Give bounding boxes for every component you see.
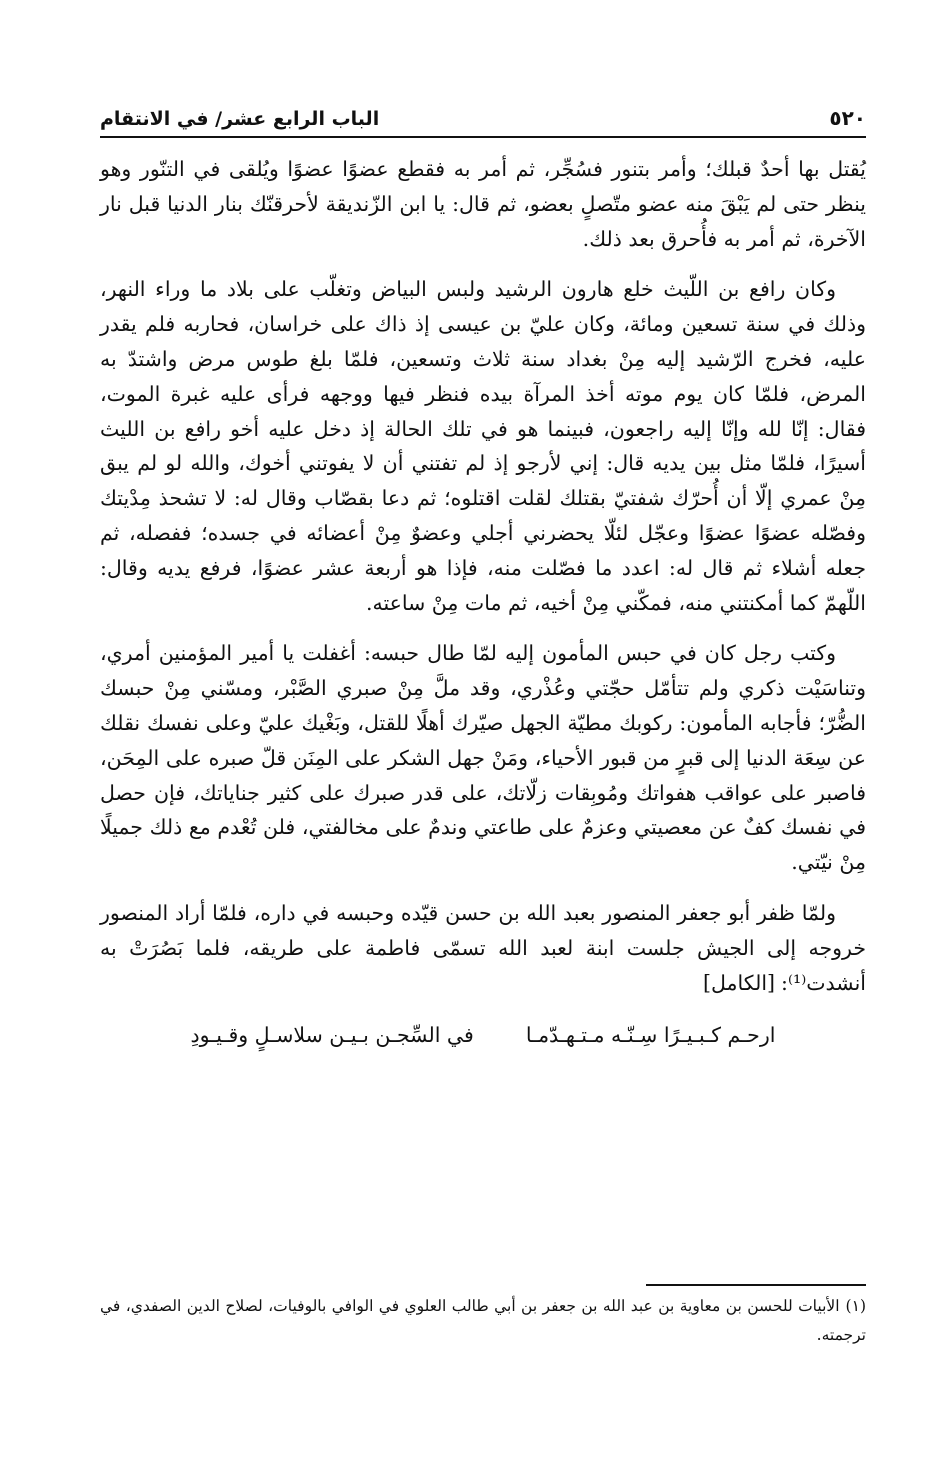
- book-page: [100, 92, 866, 1462]
- verse-second-hemistich: في السِّجـن بـيـن سلاسـلٍ وقـيـودِ: [190, 1023, 474, 1048]
- running-title: الباب الرابع عشر/ في الانتقام: [100, 108, 380, 130]
- paragraph-rafi-ibn-al-layth: وكان رافع بن اللّيث خلع هارون الرشيد ولبس البياض وتغلّب على بلاد ما وراء النهر، وذلك في سنة تسعين ومائة، وكان عليّ بن عيسى إذ ذاك على خراسان، فحاربه فلم يقدر عليه، فخرج الرّشيد إليه مِنْ بغداد سنة ثلاث وتسعين، فلمّا بلغ طوس مرض واشتدّ به المرض، فلمّا كان يوم موته أخذ المرآة بيده فنظر فيها ووجهه فرأى عليه غبرة الموت، فقال: إنّا لله وإنّا إليه راجعون، فبينما هو في تلك الحالة إذ دخل عليه أخو رافع بن الليث أسيرًا، فلمّا مثل بين يديه قال: إني لأرجو إذ لم تفتني أن لا يفوتني أخوك، والله لو لم يبق مِنْ عمري إلّا أن أُحرّك شفتيّ بقتلك لقلت اقتلوه؛ ثم دعا بقصّاب وقال له: لا تشحذ مِدْيتك وفصّله عضوًا عضوًا وعجّل لئلّا يحضرني أجلي وعضوٌ مِنْ أعضائه في جسده؛ ففصله، ثم جعله أشلاء ثم قال له: اعدد ما فصّلت منه، فإذا هو أربعة عشر عضوًا، فرفع يديه وقال: اللّهمّ كما أمكنتني منه، فمكّني مِنْ أخيه، ثم مات مِنْ ساعته.: [100, 277, 866, 615]
- main-text: [100, 152, 866, 1000]
- poem-meter: [الكامل]: [703, 970, 776, 995]
- footnotes: [100, 1292, 866, 1350]
- footnote-item: [100, 1292, 866, 1350]
- paragraph-mamun-prisoner: وكتب رجل كان في حبس المأمون إليه لمّا طال حبسه: أغفلت يا أمير المؤمنين أمري، وتناسَيْت ذكري ولم تتأمّل حجّتي وعُذْري، وقد ملَّ مِنْ صبري الصَّبْر، ومسّني مِنْ حبسك الضُّرّ؛ فأجابه المأمون: ركوبك مطيّة الجهل صيّرك أهلًا للقتل، وبَغْيك عليّ وعلى نفسك نقلك عن سِعَة الدنيا إلى قبرٍ من قبور الأحياء، ومَنْ جهل الشكر على المِنَن قلّ صبره على المِحَن، فاصبر على عواقب هفواتك ومُوبِقات زلّاتك، على قدر صبرك على كثير جناياتك، فإن حصل في نفسك كفٌ عن معصيتي وعزمٌ على طاعتي وندمٌ على مخالفتي، فلن تُعْدم مع ذلك جميلًا مِنْ نيّتي.: [100, 641, 866, 875]
- page-number: ٥٢٠: [829, 106, 866, 130]
- paragraph-mansur-abdullah: [100, 896, 866, 1000]
- paragraph-continuation: يُقتل بها أحدٌ قبلك؛ وأمر بتنور فسُجِّر، ثم أمر به فقطع عضوًا عضوًا ويُلقى في التنّور وهو ينظر حتى لم يَبْقَ منه عضو متّصلٍ بعضو، ثم قال: يا ابن الزّنديقة لأحرقنّك بنار الدنيا قبل نار الآخرة، ثم أمر به فأُحرق بعد ذلك.: [100, 157, 866, 251]
- footnote-number: (١): [845, 1297, 866, 1315]
- verse-first-hemistich: ارحـم كـبـيـرًا سِـنّـه مـتـهـدّمـا: [525, 1023, 776, 1048]
- page-header: [100, 92, 866, 138]
- footnote-divider: [646, 1284, 866, 1286]
- footnote-text: الأبيات للحسن بن معاوية بن عبد الله بن جعفر بن أبي طالب العلوي في الوافي بالوفيات، لصلاح الدين الصفدي، في ترجمته.: [100, 1297, 866, 1344]
- poem-verse: [100, 1018, 866, 1052]
- paragraph-text: ولمّا ظفر أبو جعفر المنصور بعبد الله بن حسن قيّده وحبسه في داره، فلمّا أراد المنصور خروجه إلى الجيش جلست ابنة لعبد الله تسمّى فاطمة على طريقه، فلما بَصُرَتْ به أنشدت⁽¹⁾:: [100, 900, 866, 995]
